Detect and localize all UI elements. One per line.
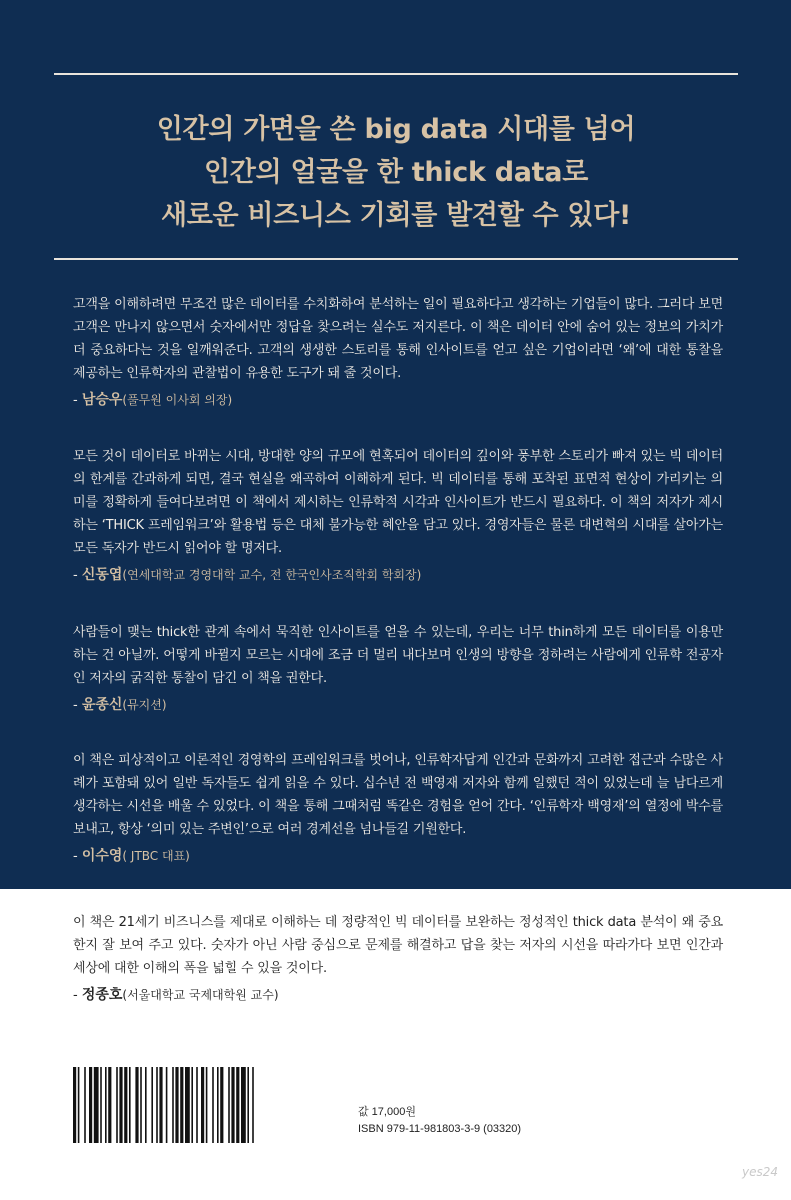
endorser-role: (서울대학교 국제대학원 교수) [122, 988, 279, 1002]
endorsement-text: 모든 것이 데이터로 바뀌는 시대, 방대한 양의 규모에 현혹되어 데이터의 깊이와 풍부한 스토리가 빠져 있는 빅 데이터의 한계를 간과하게 되면, 결국 현실을 왜곡하여 이해하게 된다. 빅 데이터를 통해 포착된 표면적 현상이 가리키는 의미를 정확하게 들여다보려면 이 책에서 제시하는 인류학적 시각과 인사이트가 반드시 필요하다. 이 책의 저자가 제시하는 ‘THICK 프레임워크’와 활용법 등은 대체 불가능한 혜안을 담고 있다. 경영자들은 물론 대변혁의 시대를 살아가는 모든 독자가 반드시 읽어야 할 명저다. [73, 449, 723, 556]
endorsement-attribution: - 남승우(풀무원 이사회 의장) [73, 392, 233, 408]
headline-line-3: 새로운 비즈니스 기회를 발견할 수 있다! [160, 200, 632, 231]
top-divider [54, 73, 738, 75]
middle-divider [54, 258, 738, 260]
endorsement-attribution: - 신동엽(연세대학교 경영대학 교수, 전 한국인사조직학회 학회장) [73, 567, 422, 583]
headline [54, 108, 738, 237]
endorser-name: 윤종신 [81, 697, 123, 713]
endorsement-text: 이 책은 피상적이고 이론적인 경영학의 프레임워크를 벗어나, 인류학자답게 인간과 문화까지 고려한 접근과 수많은 사례가 포함돼 있어 일반 독자들도 쉽게 읽을 수 있다. 십수년 전 백영재 저자와 함께 일했던 적이 있었는데 늘 남다르게 생각하는 시선을 배울 수 있었다. 이 책을 통해 그때처럼 똑같은 경험을 얻어 간다. ‘인류학자 백영재’의 열정에 박수를 보내고, 항상 ‘의미 있는 주변인’으로 여러 경계선을 넘나들길 기원한다. [73, 753, 723, 837]
headline-line-2: 인간의 얼굴을 한 thick data로 [204, 157, 588, 188]
endorser-name: 이수영 [81, 848, 123, 864]
endorsement-1 [73, 293, 723, 412]
endorsement-3 [73, 621, 723, 717]
endorsement-attribution: - 윤종신(뮤지션) [73, 697, 167, 713]
endorsement-attribution: - 정종호(서울대학교 국제대학원 교수) [73, 987, 279, 1003]
endorsement-5 [73, 911, 723, 1007]
endorsement-text: 고객을 이해하려면 무조건 많은 데이터를 수치화하여 분석하는 일이 필요하다고 생각하는 기업들이 많다. 그러다 보면 고객은 만나지 않으면서 숫자에서만 정답을 찾으려는 실수도 저지른다. 이 책은 데이터 안에 숨어 있는 정보의 가치가 더 중요하다는 것을 일깨워준다. 고객의 생생한 스토리를 통해 인사이트를 얻고 싶은 기업이라면 ‘왜’에 대한 통찰을 제공하는 인류학자의 관찰법이 유용한 도구가 돼 줄 것이다. [73, 297, 723, 381]
watermark: yes24 [742, 1165, 779, 1179]
isbn-barcode [73, 1067, 343, 1143]
isbn-label: ISBN 979-11-981803-3-9 (03320) [358, 1123, 522, 1135]
endorser-role: ( JTBC 대표) [122, 849, 190, 863]
endorser-role: (연세대학교 경영대학 교수, 전 한국인사조직학회 학회장) [122, 568, 422, 582]
endorsement-2 [73, 445, 723, 587]
endorsement-4 [73, 749, 723, 868]
endorsement-attribution: - 이수영( JTBC 대표) [73, 848, 190, 864]
endorser-role: (뮤지션) [122, 698, 167, 712]
endorser-name: 남승우 [81, 392, 123, 408]
endorsement-text: 이 책은 21세기 비즈니스를 제대로 이해하는 데 정량적인 빅 데이터를 보완하는 정성적인 thick data 분석이 왜 중요한지 잘 보여 주고 있다. 숫자가 아닌 사람 중심으로 문제를 해결하고 답을 찾는 저자의 시선을 따라가다 보면 인간과 세상에 대한 이해의 폭을 넓힐 수 있을 것이다. [73, 915, 723, 976]
price-label: 값 17,000원 [358, 1106, 416, 1118]
endorser-name: 정종호 [81, 987, 123, 1003]
headline-line-1: 인간의 가면을 쓴 big data 시대를 넘어 [156, 114, 636, 145]
price-isbn-block [358, 1104, 521, 1138]
endorsement-text: 사람들이 맺는 thick한 관계 속에서 묵직한 인사이트를 얻을 수 있는데, 우리는 너무 thin하게 모든 데이터를 이용만 하는 건 아닐까. 어떻게 바뀔지 모르는 시대에 조금 더 멀리 내다보며 인생의 방향을 정하려는 사람에게 인류학 전공자인 저자의 굵직한 통찰이 담긴 이 책을 권한다. [73, 625, 723, 686]
endorser-name: 신동엽 [81, 567, 123, 583]
endorser-role: (풀무원 이사회 의장) [122, 393, 233, 407]
